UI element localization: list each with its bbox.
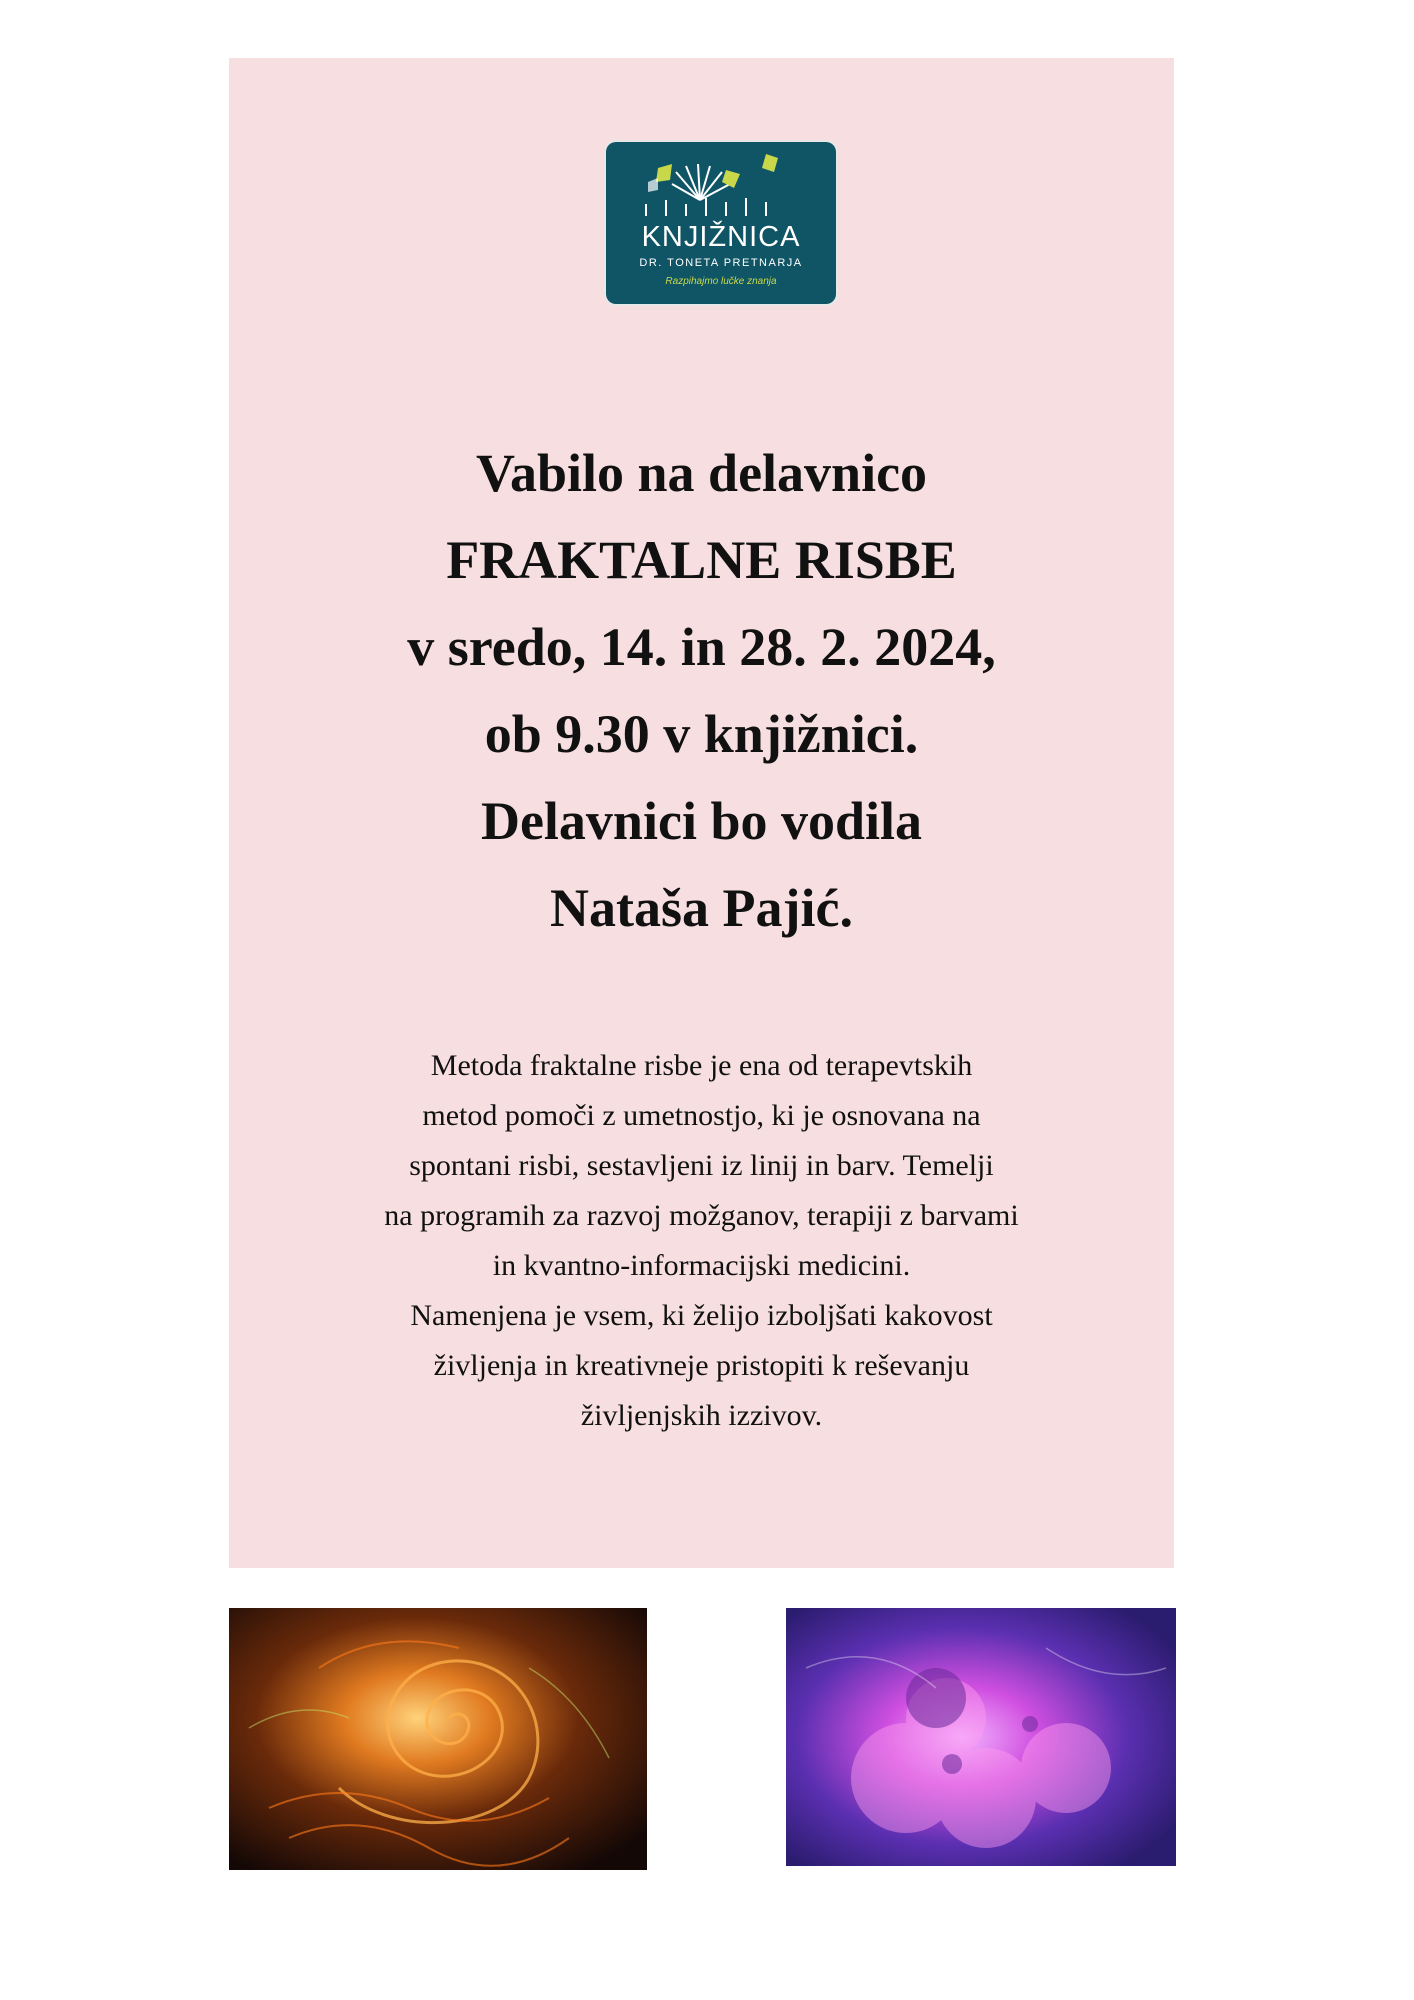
orange-fractal-image xyxy=(229,1608,647,1870)
logo-subtitle: DR. TONETA PRETNARJA xyxy=(639,257,803,269)
workshop-description xyxy=(229,1041,1174,1441)
description-line: življenja in kreativneje pristopiti k reševanju xyxy=(433,1349,970,1382)
logo-tagline: Razpihajmo lučke znanja xyxy=(665,276,777,287)
description-line: spontani risbi, sestavljeni iz linij in barv. Temelji xyxy=(409,1149,994,1182)
description-line: in kvantno-informacijski medicini. xyxy=(492,1249,911,1282)
heading-line: FRAKTALNE RISBE xyxy=(446,530,957,590)
description-line: metod pomoči z umetnostjo, ki je osnovana na xyxy=(422,1099,981,1132)
invitation-heading xyxy=(229,430,1174,952)
heading-line: Nataša Pajić. xyxy=(550,878,853,938)
heading-line: Vabilo na delavnico xyxy=(475,443,928,503)
invitation-panel xyxy=(229,58,1174,1568)
logo-name: KNJIŽNICA xyxy=(641,221,801,253)
heading-line: ob 9.30 v knjižnici. xyxy=(484,704,919,764)
heading-line: v sredo, 14. in 28. 2. 2024, xyxy=(407,617,996,677)
description-line: Namenjena je vsem, ki želijo izboljšati kakovost xyxy=(410,1299,993,1332)
library-logo xyxy=(606,142,836,304)
description-line: življenjskih izzivov. xyxy=(580,1399,823,1432)
description-line: Metoda fraktalne risbe je ena od terapevtskih xyxy=(430,1049,973,1082)
purple-fractal-image xyxy=(786,1608,1176,1866)
description-line: na programih za razvoj možganov, terapiji z barvami xyxy=(384,1199,1019,1232)
heading-line: Delavnici bo vodila xyxy=(480,791,923,851)
